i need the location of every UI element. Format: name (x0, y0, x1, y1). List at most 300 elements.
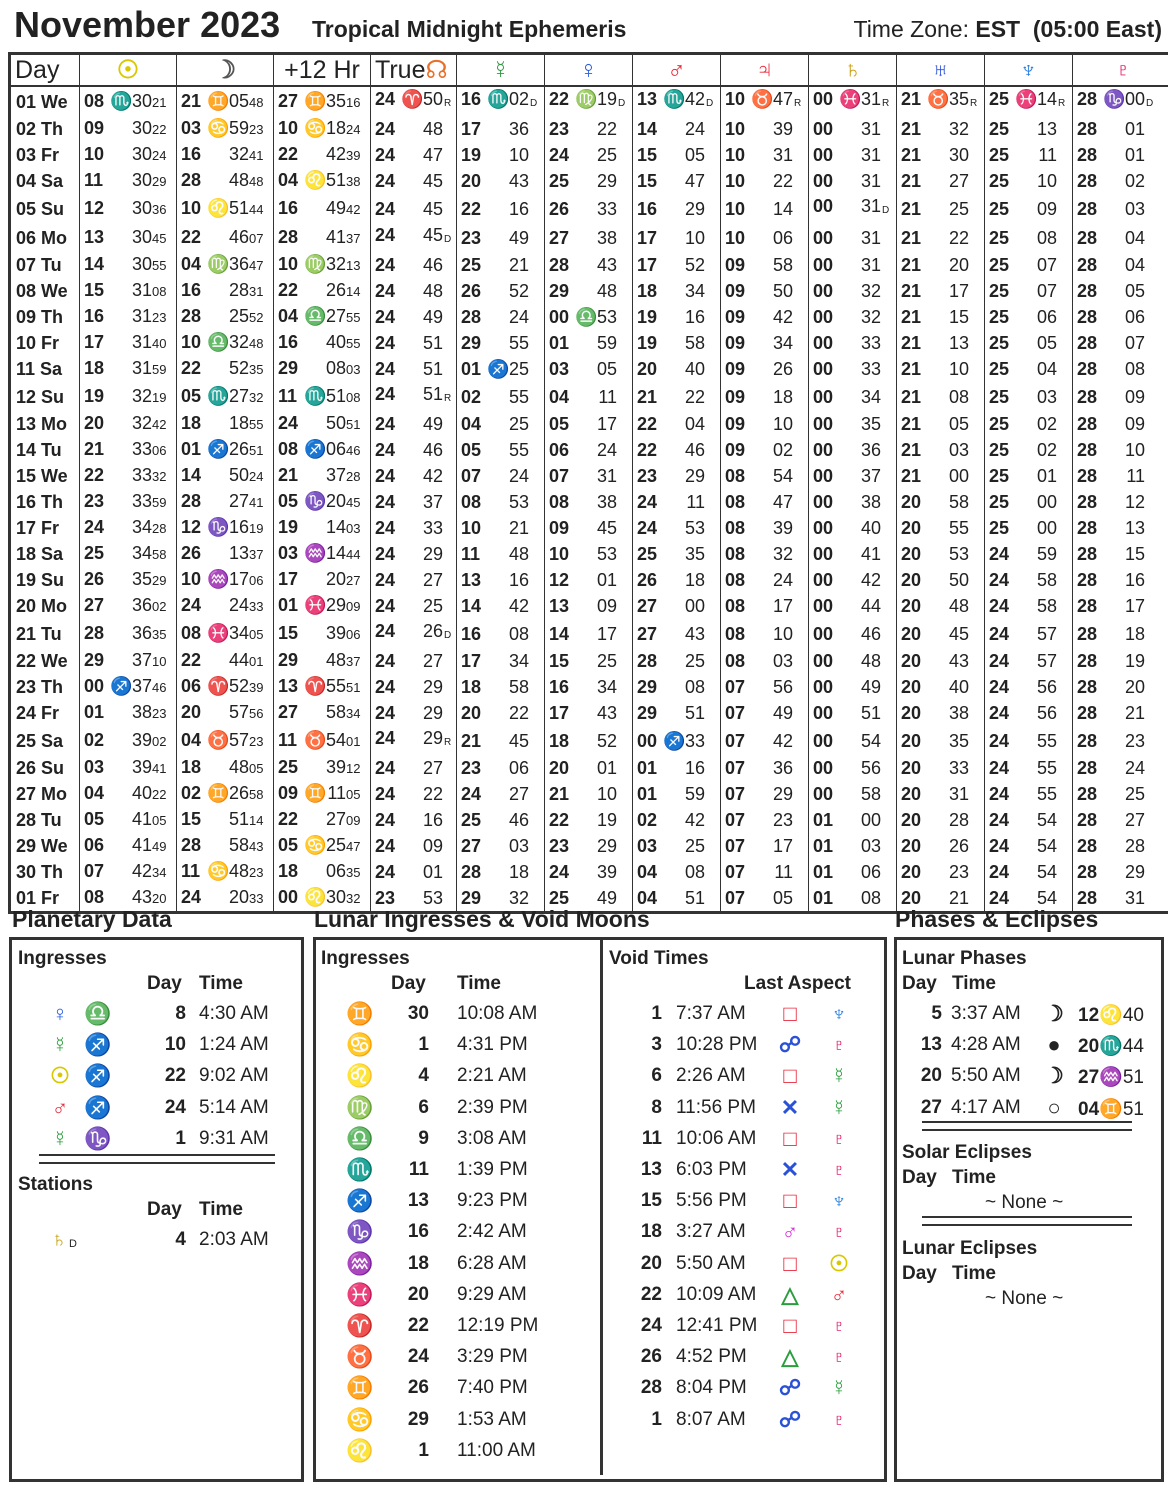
phase-time: 4:17 AM (951, 1096, 1021, 1118)
degree: 04 (1078, 1098, 1100, 1120)
minute: 32 (948, 119, 969, 139)
degree: 01 (181, 439, 202, 459)
minute: 01 (1036, 466, 1057, 486)
degree: 00 (84, 676, 105, 696)
degree: 05 (278, 491, 299, 511)
position-cell (809, 567, 897, 593)
position-cell (371, 726, 457, 755)
position-cell (545, 86, 633, 116)
second: 45 (346, 495, 361, 510)
position-cell (274, 755, 371, 781)
minute: 11 (1038, 145, 1057, 165)
position-cell (545, 437, 633, 463)
minute: 31 (772, 145, 793, 165)
position-cell (371, 648, 457, 674)
minute: 29 (684, 466, 705, 486)
degree: 00 (637, 730, 658, 751)
position-cell (457, 86, 545, 116)
minute: 41 (131, 835, 152, 855)
minute: 24 (508, 466, 529, 486)
lunar-ingress-day: 16 (407, 1221, 429, 1243)
lunar-ingress-time: 2:39 PM (457, 1096, 528, 1118)
lunar-ingress-day: 1 (418, 1034, 429, 1056)
position-cell (721, 781, 809, 807)
minute: 49 (772, 703, 793, 723)
minute: 23 (1124, 730, 1145, 751)
position-cell (985, 223, 1073, 252)
saturn-icon: ♄ (843, 55, 862, 84)
degree: 13 (278, 676, 299, 696)
second: 08 (152, 284, 167, 299)
degree: 24 (375, 544, 396, 564)
table-row (10, 411, 1168, 437)
position-cell (274, 86, 371, 116)
void-day: 11 (641, 1127, 662, 1149)
position-cell (80, 116, 177, 142)
table-row (10, 489, 1168, 515)
degree: 28 (1077, 466, 1098, 486)
position-cell (985, 619, 1073, 648)
column-header-8 (721, 54, 809, 87)
degree: 25 (989, 492, 1010, 512)
minute: 20 (325, 569, 346, 589)
minute: 48 (228, 170, 249, 190)
second: 31 (249, 284, 264, 299)
planet-icon (46, 1126, 112, 1152)
minute: 30 (131, 254, 152, 274)
minute: 51 (228, 809, 249, 829)
aquarius-icon: ♒ (304, 543, 327, 563)
time-label: Time (199, 973, 244, 994)
minute: 51 (684, 888, 705, 908)
minute: 00 (948, 466, 969, 486)
day-cell: 17 Fr (10, 515, 80, 541)
phases-section-title: Phases & Eclipses (895, 906, 1099, 932)
degree: 25 (989, 281, 1010, 301)
degree: 26 (549, 198, 570, 219)
degree: 20 (901, 677, 922, 697)
lunar-ingress-day: 1 (418, 1439, 429, 1461)
position-cell (985, 382, 1073, 411)
station-mark: R (970, 98, 978, 109)
position-cell (80, 833, 177, 859)
minute: 14 (325, 543, 346, 563)
degree: 16 (461, 623, 482, 644)
cancer-icon (345, 1407, 375, 1433)
void-time: 10:06 AM (676, 1127, 757, 1149)
station-time: 2:03 AM (199, 1229, 269, 1250)
position-cell (985, 86, 1073, 116)
second: 52 (249, 310, 264, 325)
degree: 07 (725, 862, 746, 882)
degree: 22 (549, 810, 570, 830)
second: 29 (152, 174, 167, 189)
position-cell (371, 619, 457, 648)
position-cell (721, 86, 809, 116)
position-cell (633, 411, 721, 437)
degree: 03 (549, 359, 570, 379)
position-cell (721, 726, 809, 755)
degree: 25 (461, 810, 482, 830)
lunar-none: ~ None ~ (985, 1288, 1064, 1309)
second: 32 (346, 891, 361, 906)
minute: 50 (422, 89, 443, 109)
degree: 24 (375, 596, 396, 616)
position-cell (897, 252, 985, 278)
position-cell (457, 648, 545, 674)
day-cell: 04 Sa (10, 168, 80, 194)
degree: 00 (813, 414, 834, 434)
minute: 30 (131, 226, 152, 247)
degree: 17 (637, 227, 658, 248)
position-cell (721, 278, 809, 304)
degree: 18 (181, 413, 202, 433)
position-cell (897, 382, 985, 411)
minute: 26 (228, 439, 249, 459)
degree: 24 (375, 703, 396, 723)
planet-icon (46, 1095, 112, 1121)
position-cell (897, 223, 985, 252)
minute: 49 (325, 197, 346, 218)
second: 06 (249, 573, 264, 588)
gemini-icon: ♊ (304, 783, 327, 803)
scorpio-icon: ♏ (663, 89, 686, 109)
minute: 55 (1036, 784, 1057, 804)
degree: 04 (637, 888, 658, 908)
station-mark: R (444, 737, 452, 748)
degree: 26 (461, 281, 482, 301)
minute: 19 (596, 89, 617, 109)
degree: 23 (84, 491, 105, 511)
position-cell (457, 437, 545, 463)
lunar-ingress-time: 12:19 PM (457, 1315, 539, 1336)
minute: 06 (508, 758, 529, 778)
column-header-5 (457, 54, 545, 87)
position-cell (457, 116, 545, 142)
position-cell (985, 489, 1073, 515)
degree: 00 (813, 570, 834, 590)
minute: 35 (325, 90, 346, 111)
degree: 10 (725, 119, 746, 139)
minute: 26 (948, 836, 969, 856)
minute: 20 (228, 887, 249, 907)
position-cell (177, 674, 274, 700)
second: 07 (249, 230, 264, 246)
degree: 09 (84, 118, 105, 138)
minute: 17 (596, 623, 617, 644)
minute: 18 (684, 570, 705, 590)
minute: 22 (596, 119, 617, 139)
position-cell (274, 116, 371, 142)
position-cell (371, 781, 457, 807)
minute: 25 (508, 414, 529, 434)
degree: 05 (278, 835, 299, 855)
minute: 05 (1124, 281, 1145, 301)
time-label: Time (952, 973, 997, 994)
position-cell (721, 116, 809, 142)
minute: 08 (684, 677, 705, 697)
minute: 27 (325, 809, 346, 829)
position-cell (985, 411, 1073, 437)
degree: 04 (181, 729, 202, 750)
position-cell (721, 807, 809, 833)
leo-icon: ♌ (346, 1063, 374, 1089)
degree: 14 (461, 596, 482, 616)
degree: 21 (181, 90, 202, 111)
second: 22 (152, 122, 167, 137)
degree: 00 (813, 171, 834, 191)
minute: 51 (422, 359, 443, 379)
degree: 00 (813, 758, 834, 778)
position-cell (80, 807, 177, 833)
position-cell (177, 781, 274, 807)
position-cell (721, 463, 809, 489)
position-cell (633, 489, 721, 515)
position-cell (897, 437, 985, 463)
gemini-icon: ♊ (346, 1375, 374, 1401)
sign-icon: ♎ (84, 1001, 112, 1026)
degree: 23 (549, 836, 570, 856)
position-cell (371, 86, 457, 116)
second: 02 (152, 599, 167, 614)
minute: 01 (1124, 119, 1145, 139)
degree: 00 (813, 145, 834, 165)
position-cell (274, 463, 371, 489)
table-row (10, 356, 1168, 382)
void-day: 28 (640, 1377, 662, 1399)
minute: 34 (131, 517, 152, 537)
degree: 28 (637, 651, 658, 671)
position-cell (545, 382, 633, 411)
aspect-icon (775, 1001, 805, 1027)
degree: 00 (813, 784, 834, 804)
degree: 00 (813, 703, 834, 723)
minute: 43 (948, 651, 969, 671)
degree: 00 (813, 544, 834, 564)
lunar-ingress-time: 2:21 AM (457, 1065, 527, 1087)
position-cell (1073, 541, 1168, 567)
degree: 20 (901, 758, 922, 778)
table-row (10, 833, 1168, 859)
minute: 51 (422, 333, 443, 353)
minute: 05 (772, 888, 793, 908)
position-cell (545, 593, 633, 619)
minute: 27 (228, 385, 249, 406)
degree: 24 (375, 836, 396, 856)
second: 55 (152, 258, 167, 273)
minute: 54 (325, 729, 346, 750)
minute: 34 (596, 677, 617, 697)
position-cell (1073, 859, 1168, 885)
minute: 35 (131, 569, 152, 589)
minute: 54 (772, 466, 793, 486)
minute: 16 (508, 198, 529, 219)
degree: 00 (813, 730, 834, 751)
uranus-icon: ♅ (931, 55, 950, 84)
degree: 24 (375, 466, 396, 486)
aspect-icon (775, 1313, 805, 1339)
degree: 29 (278, 358, 299, 378)
degree: 28 (1077, 703, 1098, 723)
pluto-icon: ♇ (830, 1313, 848, 1338)
degree: 25 (989, 145, 1010, 165)
minute: 27 (508, 784, 529, 804)
degree: 14 (549, 623, 570, 644)
minute: 02 (508, 89, 529, 109)
column-header-9 (809, 54, 897, 87)
ingress-day: 1 (175, 1127, 186, 1149)
position-cell (274, 700, 371, 726)
minute: 33 (131, 465, 152, 485)
degree: 10 (725, 89, 746, 109)
minute: 44 (228, 650, 249, 670)
degree: 29 (461, 888, 482, 908)
degree: 09 (725, 307, 746, 327)
aspect-icon: ♂ (781, 1219, 799, 1245)
degree: 23 (549, 119, 570, 139)
position-cell (80, 567, 177, 593)
position-cell (897, 593, 985, 619)
degree: 21 (901, 466, 922, 486)
minute: 25 (508, 359, 529, 379)
aspect-icon (775, 1126, 805, 1152)
degree: 00 (813, 333, 834, 353)
void-day: 6 (651, 1065, 662, 1087)
degree: 16 (278, 197, 299, 218)
minute: 00 (684, 596, 705, 616)
lunar-ingress-time: 11:00 AM (457, 1439, 536, 1461)
minute: 00 (860, 810, 881, 830)
table-row (10, 437, 1168, 463)
second: 01 (346, 733, 361, 749)
degree: 16 (278, 332, 299, 352)
minute: 38 (596, 492, 617, 512)
minute: 34 (508, 651, 529, 671)
minute: 49 (508, 227, 529, 248)
phase-time: 4:28 AM (951, 1034, 1021, 1056)
minute: 51 (684, 703, 705, 723)
degree: 22 (278, 144, 299, 164)
position-cell (633, 252, 721, 278)
aspect-icon: □ (783, 1125, 797, 1151)
minute: 08 (1124, 359, 1145, 379)
degree: 29 (461, 333, 482, 353)
minute: 25 (596, 651, 617, 671)
degree: 28 (1077, 145, 1098, 165)
minute: 34 (131, 543, 152, 563)
position-cell (545, 833, 633, 859)
day-label: Day (902, 973, 937, 994)
degree: 11 (461, 544, 481, 564)
degree: 04 (181, 254, 202, 274)
position-cell (985, 168, 1073, 194)
minute: 53 (596, 307, 617, 327)
position-cell (633, 515, 721, 541)
minute: 45 (596, 518, 617, 538)
minute: 31 (1124, 888, 1145, 908)
minute: 50 (948, 570, 969, 590)
minute: 13 (228, 543, 249, 563)
degree: 04 (278, 306, 299, 326)
aspect-icon (775, 1282, 805, 1308)
position-cell (1073, 593, 1168, 619)
aspect-icon: □ (783, 1063, 797, 1089)
degree: 08 (84, 90, 105, 111)
minute: 58 (325, 702, 346, 722)
minute: 45 (422, 225, 443, 245)
position-cell (80, 194, 177, 223)
second: 09 (346, 599, 361, 614)
degree: 28 (1077, 862, 1098, 882)
position-cell (721, 437, 809, 463)
position-cell (809, 116, 897, 142)
degree: 26 (637, 570, 658, 590)
divider (922, 1121, 1132, 1131)
minute: 13 (1124, 518, 1145, 538)
degree: 25 (989, 333, 1010, 353)
minute: 59 (684, 784, 705, 804)
second: 34 (152, 865, 167, 880)
degree: 26 (84, 569, 105, 589)
minute: 42 (772, 730, 793, 751)
position-cell (80, 781, 177, 807)
minute: 50 (325, 413, 346, 433)
taurus-icon: ♉ (927, 89, 950, 109)
degree: 00 (813, 307, 834, 327)
minute: 18 (772, 386, 793, 407)
degree: 09 (725, 414, 746, 434)
void-day: 1 (651, 1408, 662, 1430)
minute: 46 (860, 623, 881, 644)
degree: 22 (278, 809, 299, 829)
minute: 59 (1036, 544, 1057, 564)
aspect-icon: △ (781, 1344, 799, 1370)
degree: 28 (1077, 518, 1098, 538)
minute: 13 (1036, 119, 1057, 139)
aries-icon: ♈ (207, 676, 230, 696)
position-cell (80, 223, 177, 252)
degree: 20 (901, 784, 922, 804)
degree: 00 (813, 89, 834, 109)
degree: 28 (181, 306, 202, 326)
position-cell (177, 700, 274, 726)
second: 42 (346, 201, 361, 217)
degree: 18 (549, 730, 570, 751)
position-cell (177, 885, 274, 913)
pisces-icon (345, 1282, 375, 1308)
minute: 10 (948, 359, 969, 379)
second: 27 (346, 573, 361, 588)
degree: 03 (278, 543, 299, 563)
position-cell (809, 833, 897, 859)
table-row (10, 304, 1168, 330)
degree: 17 (461, 119, 482, 139)
minute: 58 (684, 333, 705, 353)
degree: 10 (725, 171, 746, 191)
degree: 08 (725, 596, 746, 616)
position-cell (1073, 382, 1168, 411)
degree: 25 (278, 757, 299, 777)
minute: 23 (772, 810, 793, 830)
position-cell (371, 304, 457, 330)
degree: 24 (989, 623, 1010, 644)
position-cell (897, 86, 985, 116)
divider (39, 1154, 275, 1164)
table-row (10, 223, 1168, 252)
position-cell (545, 807, 633, 833)
minute: 16 (1124, 570, 1145, 590)
second: 48 (249, 336, 264, 351)
